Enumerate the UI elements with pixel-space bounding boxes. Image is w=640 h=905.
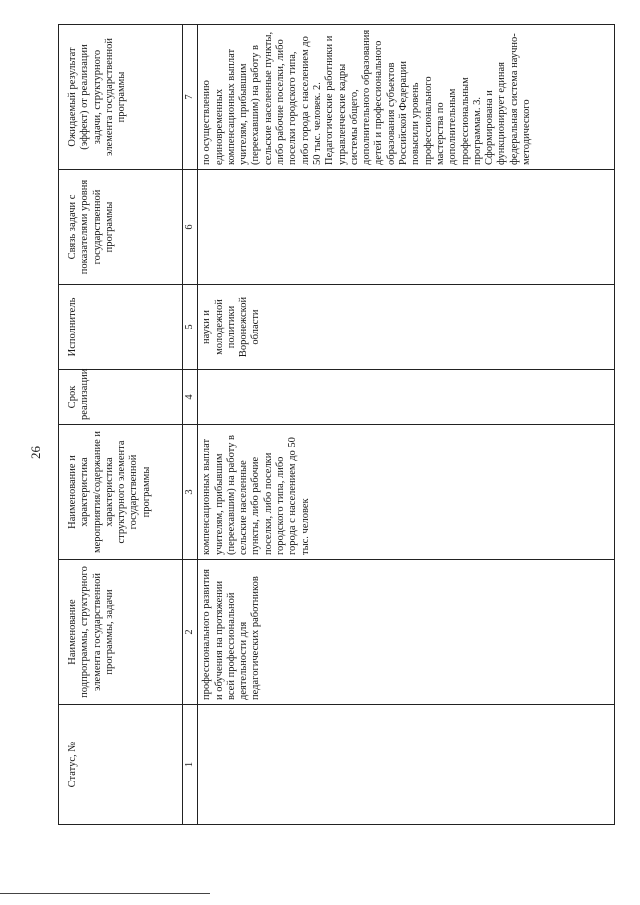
header-result: Ожидаемый результат (эффект) от реализации задачи, структурного элемента государственной программы	[59, 25, 183, 170]
column-number: 7	[183, 25, 198, 170]
column-number-row	[183, 25, 198, 825]
column-number: 6	[183, 170, 198, 285]
cell-executor: науки и молодежной политики Воронежской области	[198, 285, 615, 370]
header-description: Наименование и характеристика мероприятия/содержание и характеристика структурного элемента государственной программы	[59, 425, 183, 560]
table-row	[198, 25, 615, 825]
column-number: 3	[183, 425, 198, 560]
header-executor: Исполнитель	[59, 285, 183, 370]
header-row	[59, 25, 183, 825]
header-status: Статус, №	[59, 705, 183, 825]
page-number: 26	[28, 446, 43, 459]
cell-link	[198, 170, 615, 285]
cell-description: компенсационных выплат учителям, прибывшим (переехавшим) на работу в сельские населенные пункты, либо рабочие поселки, либо поселки городского типа, либо города с населением до 50 тыс. человек	[198, 425, 615, 560]
cell-term	[198, 370, 615, 425]
cell-status	[198, 705, 615, 825]
footer-rule	[0, 893, 210, 894]
header-term: Срок реализации	[59, 370, 183, 425]
column-number: 1	[183, 705, 198, 825]
cell-task: профессионального развития и обучения на протяжении всей профессиональной деятельности для педагогических работников	[198, 560, 615, 705]
column-number: 5	[183, 285, 198, 370]
column-number: 2	[183, 560, 198, 705]
header-link: Связь задачи с показателями уровня государственной программы	[59, 170, 183, 285]
header-task: Наименование подпрограммы, структурного элемента государственной программы, задачи	[59, 560, 183, 705]
column-number: 4	[183, 370, 198, 425]
program-table	[58, 24, 615, 825]
cell-result: по осуществлению единовременных компенсационных выплат учителям, прибывшим (переехавшим) на работу в сельские населенные пункты, либо рабочие поселки, либо поселки городского типа, либо города с населением до 50 тыс. человек. 2. Педагогические работники и управленческие кадры системы общего, дополнительного образования детей и профессионального образования субъектов Российской Федерации повысили уровень профессионального мастерства по дополнительным профессиональным программам. 3. Сформирована и функционирует единая федеральная система научно-методического	[198, 25, 615, 170]
